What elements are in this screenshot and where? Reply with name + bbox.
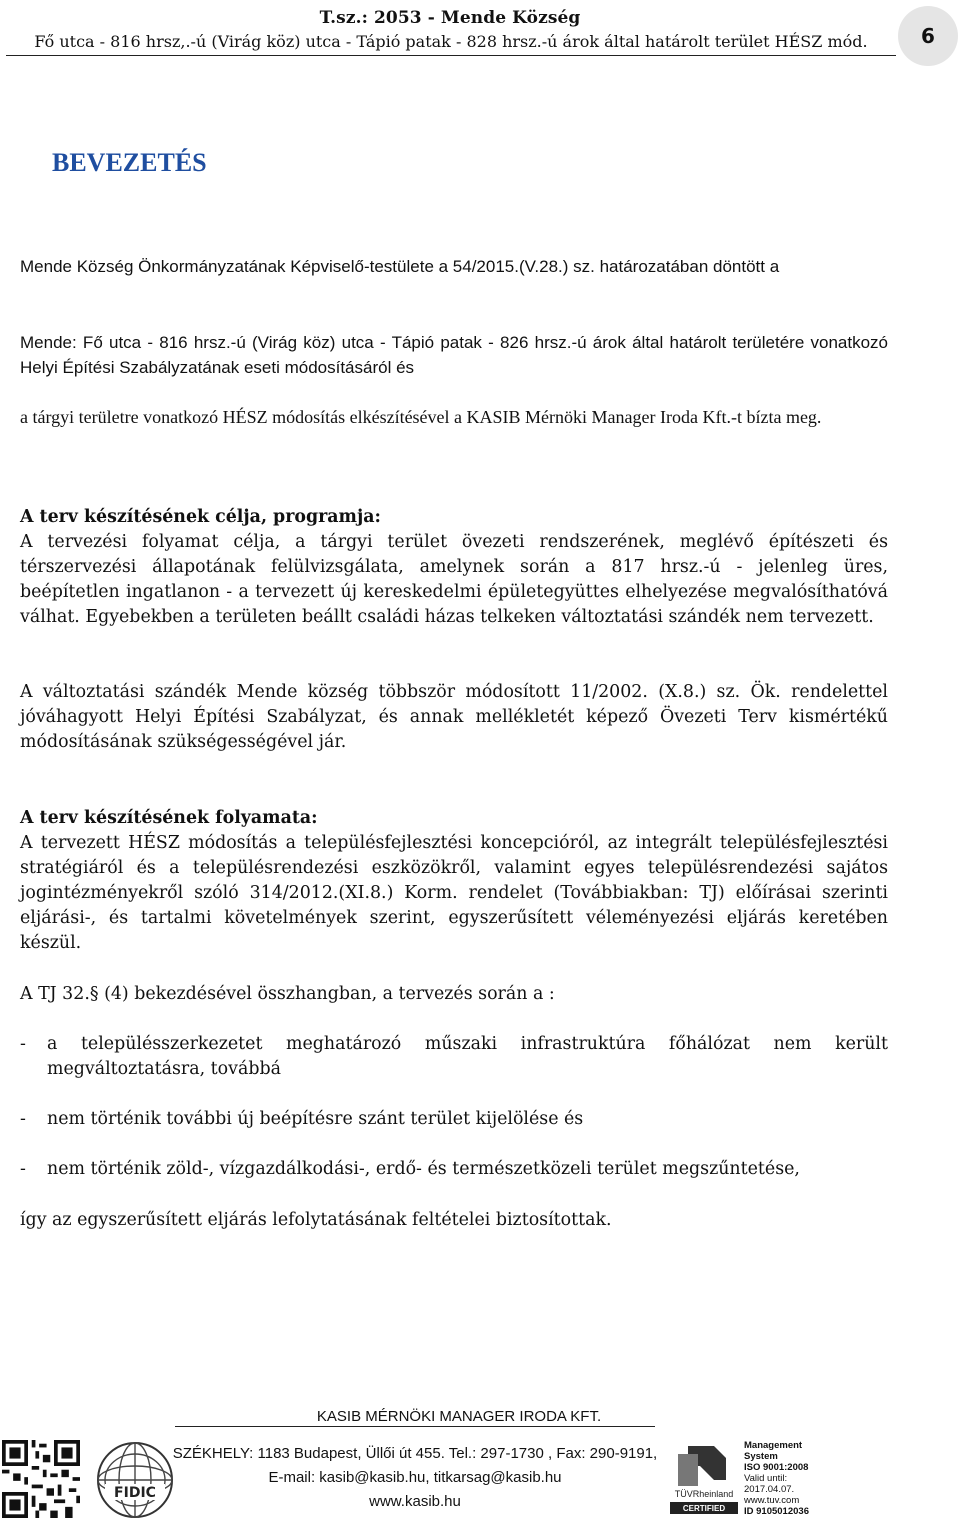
footer-email[interactable]: E-mail: kasib@kasib.hu, titkarsag@kasib.hu: [268, 1469, 562, 1486]
tuv-label: TÜVRheinland: [674, 1489, 734, 1499]
goal-paragraph-2: A változtatási szándék Mende község többször módosított 11/2002. (X.8.) sz. Ök. rendelettel jóváhagyott Helyi Építési Szabályzat, és annak mellékletét képező Övezeti Terv kismértékű módosításának szükségességével jár.: [20, 682, 888, 752]
page-number-badge: 6: [898, 6, 958, 66]
section-heading-process: A terv készítésének folyamata:: [20, 808, 318, 828]
cert-line: Management: [744, 1440, 803, 1451]
list-item-text: nem történik további új beépítésre szánt terület kijelölése és: [47, 1109, 584, 1129]
goal-paragraph-1: A tervezési folyamat célja, a tárgyi terület övezeti rendszerének, meglévő építészeti és térszervezési állapotának felülvizsgálata, amelynek során a 817 hrsz.-ú - jelenleg üres, beépítetlen ingatlanon - a tervezett új kereskedelmi épületegyüttes elhelyezése megvalósíthatóvá válhat. Egyebekben a területen beállt családi házas telkeken változtatási szándék nem tervezett.: [20, 532, 888, 627]
cert-line: ISO 9001:2008: [744, 1462, 809, 1473]
section-title: BEVEZETÉS: [52, 148, 207, 177]
fidic-label: FIDIC: [114, 1485, 156, 1501]
process-paragraph-1: A tervezett HÉSZ módosítás a településfejlesztési koncepcióról, az integrált településfejlesztési stratégiáról és a településrendezési eszközökről, valamint egyes településrendezési sajátos jogintézményekről szóló 314/2012.(XI.8.) Korm. rendelet (Továbbiakban: TJ) előírásai szerinti eljárási-, és tartalmi követelmények szerint, egyszerűsített véleményezési eljárás keretében készül.: [20, 833, 888, 953]
tuv-certified-label: CERTIFIED: [682, 1504, 726, 1513]
list-item: [20, 1107, 888, 1132]
list-item-text: nem történik zöld-, vízgazdálkodási-, erdő- és természetközeli terület megszűntetése,: [47, 1159, 800, 1179]
list-dash: -: [20, 1159, 26, 1179]
header-subject: Fő utca - 816 hrsz,.-ú (Virág köz) utca - Tápió patak - 828 hrsz.-ú árok által határolt terület HÉSZ mód.: [6, 32, 896, 56]
certificate-details: [744, 1440, 816, 1517]
qr-code-icon: [0, 1440, 82, 1518]
intro-paragraph-3: a tárgyi területre vonatkozó HÉSZ módosítás elkészítésével a KASIB Mérnöki Manager Iroda Kft.-t bízta meg.: [20, 407, 822, 427]
cert-line: www.tuv.com: [744, 1495, 800, 1506]
process-paragraph-2: A TJ 32.§ (4) bekezdésével összhangban, a tervezés során a :: [20, 984, 555, 1004]
list-item-text: a településszerkezetet meghatározó műszaki infrastruktúra főhálózat nem került megváltoztatásra, továbbá: [47, 1034, 888, 1079]
footer-divider: [175, 1426, 655, 1427]
tuv-certification-logo: [668, 1440, 740, 1516]
footer-company: KASIB MÉRNÖKI MANAGER IRODA KFT.: [316, 1408, 602, 1425]
page-header: [0, 6, 960, 56]
list-item: [20, 1157, 888, 1182]
cert-line: ID 9105012036: [744, 1506, 809, 1517]
footer-website[interactable]: www.kasib.hu: [369, 1493, 461, 1510]
cert-line: System: [744, 1451, 778, 1462]
intro-paragraph-2: Mende: Fő utca - 816 hrsz.-ú (Virág köz) utca - Tápió patak - 826 hrsz.-ú árok által határolt területére vonatkozó Helyi Építési Szabályzatának eseti módosításáról és: [20, 333, 888, 377]
section-heading-goal: A terv készítésének célja, programja:: [20, 507, 381, 527]
cert-line: 2017.04.07.: [744, 1484, 795, 1495]
process-paragraph-3: így az egyszerűsített eljárás lefolytatásának feltételei biztosítottak.: [20, 1210, 612, 1230]
list-dash: -: [20, 1034, 26, 1054]
fidic-logo: [95, 1440, 175, 1520]
list-item: [20, 1032, 888, 1082]
footer-address: SZÉKHELY: 1183 Budapest, Üllői út 455. Tel.: 297-1730 , Fax: 290-9191,: [172, 1445, 658, 1462]
list-dash: -: [20, 1109, 26, 1129]
cert-line: Valid until:: [744, 1473, 788, 1484]
intro-paragraph-1: Mende Község Önkormányzatának Képviselő-testülete a 54/2015.(V.28.) sz. határozatában döntött a: [20, 257, 780, 276]
footer-contact: [170, 1442, 660, 1514]
header-project-number: T.sz.: 2053 - Mende Község: [319, 8, 581, 28]
